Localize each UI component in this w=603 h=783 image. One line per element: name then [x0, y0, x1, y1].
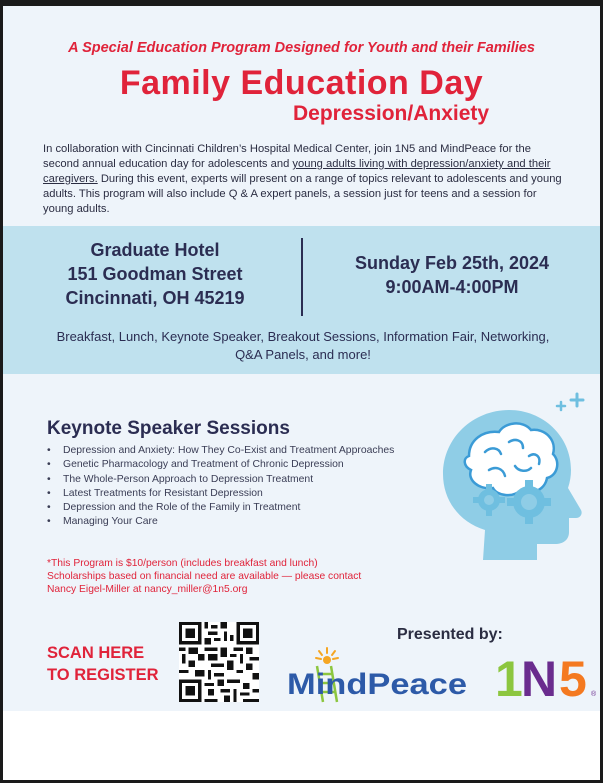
scan-line-2: TO REGISTER	[47, 666, 159, 684]
event-topic: Depression/Anxiety	[293, 102, 490, 125]
venue-name: Graduate Hotel	[90, 240, 220, 260]
intro-underlined-text: young adults living with depression/anxiety and their caregivers.	[43, 158, 551, 185]
list-item: • Depression and the Role of the Family in Treatment	[45, 501, 394, 515]
list-item: • Genetic Pharmacology and Treatment of Chronic Depression	[45, 458, 394, 472]
intro-paragraph	[43, 142, 563, 217]
venue-street: 151 Goodman Street	[67, 264, 243, 284]
list-item: • Depression and Anxiety: How They Co-Exist and Treatment Approaches	[45, 444, 394, 458]
1n5-logo	[495, 650, 599, 700]
list-item: • The Whole-Person Approach to Depression Treatment	[45, 473, 394, 487]
svg-text:®: ®	[591, 691, 597, 698]
scan-to-register-text	[47, 642, 159, 686]
qr-code-icon[interactable]	[179, 622, 259, 702]
pricing-note	[47, 557, 407, 596]
amenities-text: Breakfast, Lunch, Keynote Speaker, Breakout Sessions, Information Fair, Networking, Q&A Panels, and more!	[56, 329, 550, 362]
venue-address	[55, 238, 255, 310]
svg-text:1: 1	[495, 651, 523, 700]
keynote-heading: Keynote Speaker Sessions	[47, 418, 290, 439]
event-title: Family Education Day	[119, 64, 484, 102]
venue-city: Cincinnati, OH 45219	[65, 288, 245, 308]
intro-text-2: During this event, experts will present on a range of topics relevant to adolescents and young adults. This program will also include Q & A expert panels, a session just for teens and a session for young adults.	[43, 173, 562, 215]
flyer	[3, 6, 600, 711]
mindpeace-logo	[287, 646, 471, 704]
program-subtitle: A Special Education Program Designed for Youth and their Families	[68, 40, 535, 56]
details-divider	[301, 238, 303, 316]
keynote-session-list	[45, 444, 394, 530]
list-item: • Latest Treatments for Resistant Depression	[45, 487, 394, 501]
pricing-line-1: *This Program is $10/person (includes breakfast and lunch)	[47, 558, 318, 569]
scan-line-1: SCAN HERE	[47, 644, 145, 662]
mindpeace-logo-text: MindPeace	[287, 668, 467, 701]
intro-text-1: In collaboration with Cincinnati Children’s Hospital Medical Center, join 1N5 and MindPeace for the second annual education day for adolescents and	[43, 143, 531, 170]
event-hours: 9:00AM-4:00PM	[385, 277, 519, 297]
svg-text:N: N	[521, 651, 558, 700]
presented-by-label: Presented by:	[397, 626, 503, 643]
event-date: Sunday Feb 25th, 2024	[354, 253, 550, 273]
brain-head-icon	[429, 392, 591, 560]
list-item: • Managing Your Care	[45, 515, 394, 529]
svg-text:5: 5	[559, 651, 587, 700]
pricing-line-2: Scholarships based on financial need are available — please contact	[47, 571, 362, 582]
event-datetime	[341, 251, 563, 299]
pricing-line-3[interactable]: Nancy Eigel-Miller at nancy_miller@1n5.org	[47, 584, 248, 595]
